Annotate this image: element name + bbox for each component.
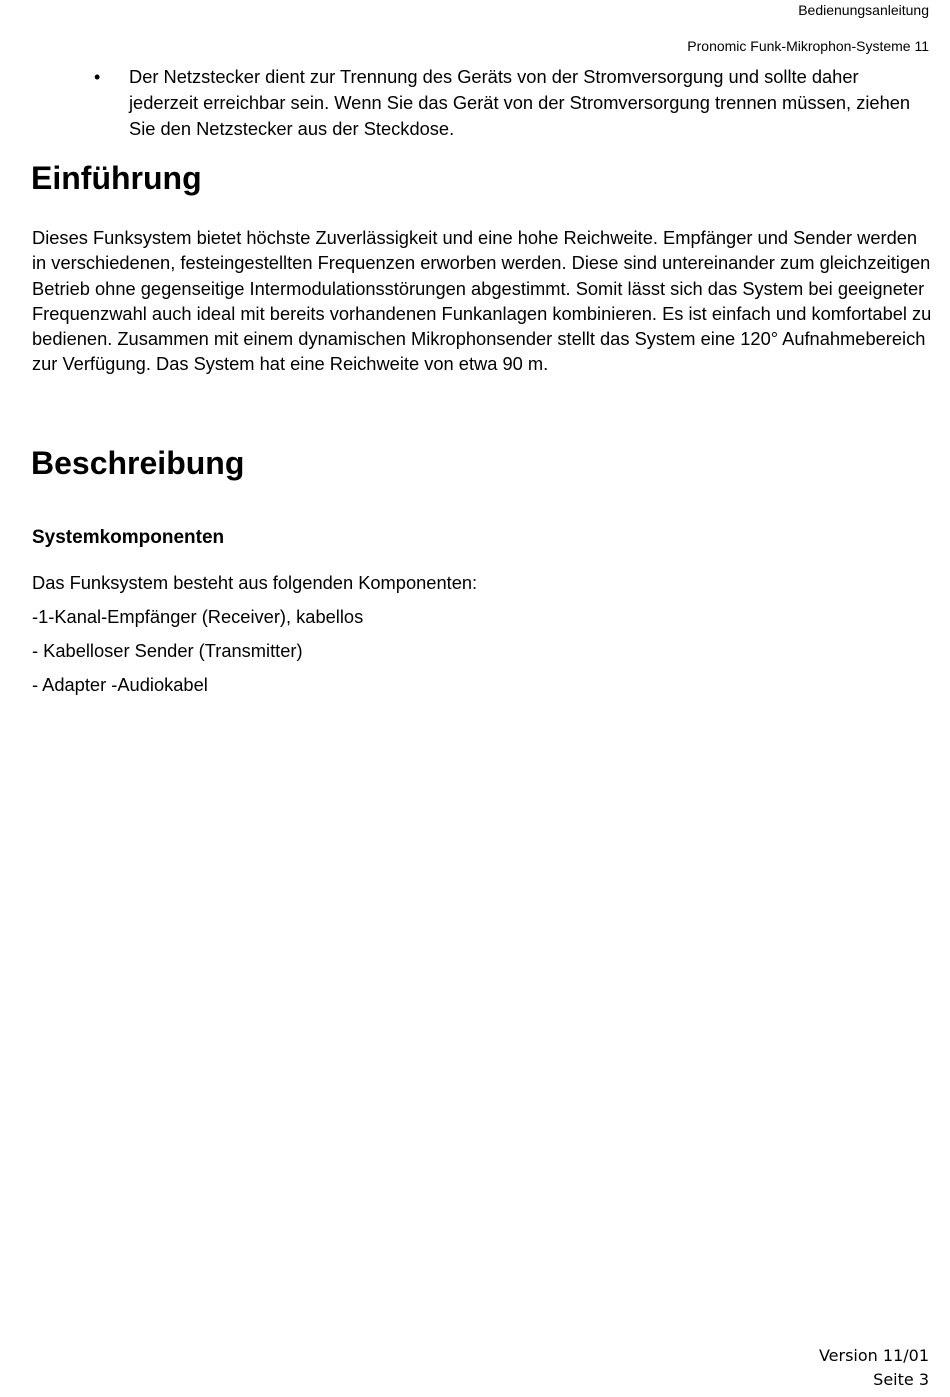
- section-heading-einfuehrung: Einführung: [31, 160, 202, 196]
- product-header: Pronomic Funk-Mikrophon-Systeme 11: [687, 38, 929, 54]
- component-list-item: -1-Kanal-Empfänger (Receiver), kabellos: [32, 606, 364, 627]
- safety-bullet-item: [32, 64, 932, 142]
- footer-version: Version 11/01: [818, 1346, 929, 1365]
- bullet-icon: •: [94, 67, 101, 87]
- footer-page-number: Seite 3: [873, 1370, 929, 1389]
- component-list-item: - Adapter -Audiokabel: [32, 674, 208, 695]
- safety-bullet-text: Der Netzstecker dient zur Trennung des Geräts von der Stromversorgung und sollte daher jederzeit erreichbar sein. Wenn Sie das Gerät von der Stromversorgung trennen müssen, ziehen Sie den Netzstecker aus der Steckdose.: [129, 66, 911, 139]
- component-list-item: - Kabelloser Sender (Transmitter): [32, 640, 303, 661]
- section-heading-beschreibung: Beschreibung: [31, 445, 245, 481]
- components-intro-text: Das Funksystem besteht aus folgenden Komponenten:: [32, 572, 478, 593]
- introduction-paragraph: Dieses Funksystem bietet höchste Zuverlässigkeit und eine hohe Reichweite. Empfänger und Sender werden in verschiedenen, festeingestellten Frequenzen erworben werden. Diese sind untereinander zum gleichzeitigen Betrieb ohne gegenseitige Intermodulationsstörungen abgestimmt. Somit lässt sich das System bei geeigneter Frequenzwahl auch ideal mit bereits vorhandenen Funkanlagen kombinieren. Es ist einfach und komfortabel zu bedienen. Zusammen mit einem dynamischen Mikrophonsender stellt das System eine 120° Aufnahmebereich zur Verfügung. Das System hat eine Reichweite von etwa 90 m.: [32, 227, 932, 375]
- subheading-systemkomponenten: Systemkomponenten: [32, 527, 225, 548]
- document-title-header: Bedienungsanleitung: [798, 2, 929, 18]
